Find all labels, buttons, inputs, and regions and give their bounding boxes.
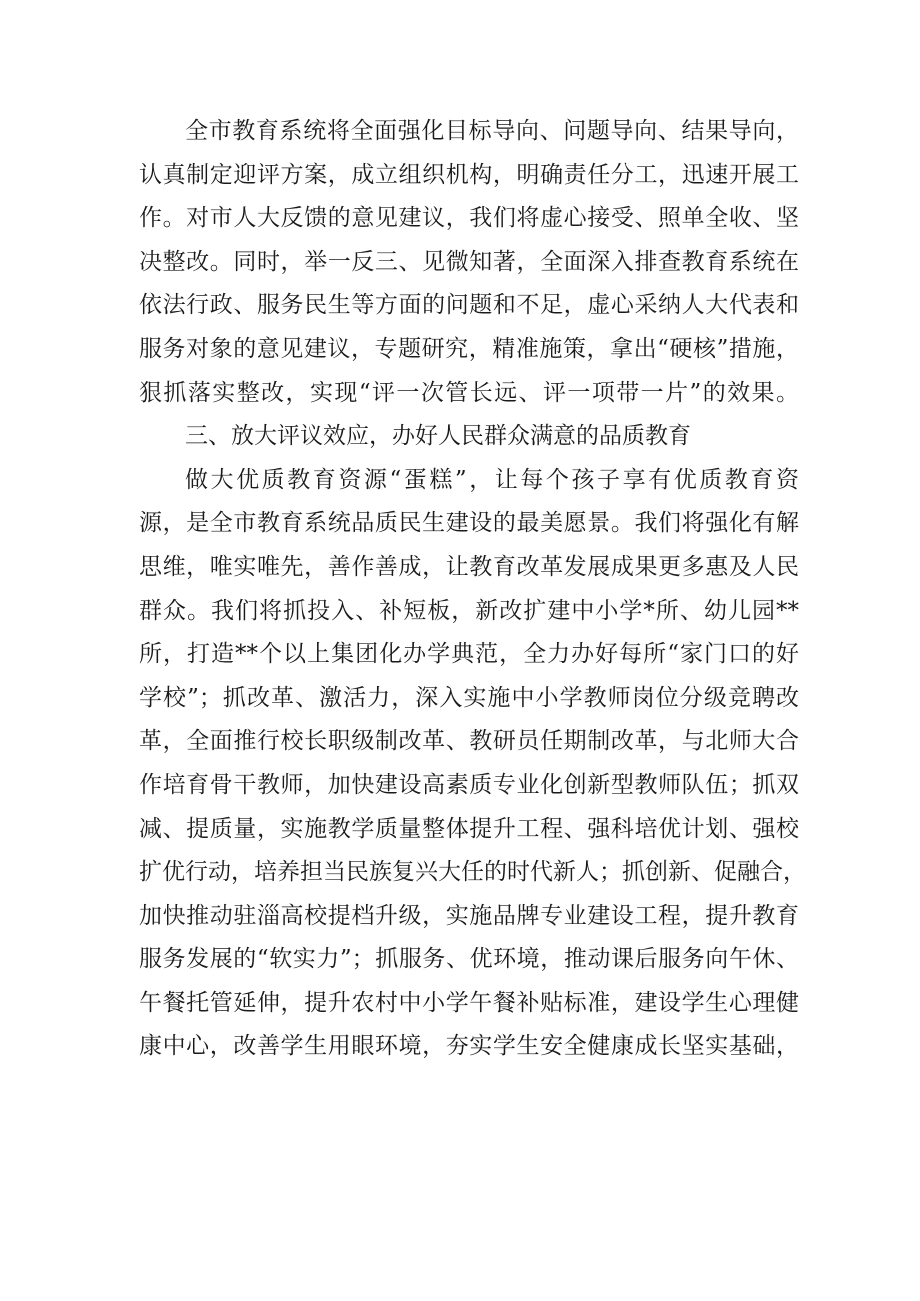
- paragraph-2-line: 源，是全市教育系统品质民生建设的最美愿景。我们将强化有解: [139, 510, 799, 537]
- paragraph-2-line: 学校”；抓改革、激活力，深入实施中小学教师岗位分级竞聘改: [139, 684, 799, 711]
- paragraph-2-line: 作培育骨干教师，加快建设高素质专业化创新型教师队伍；抓双: [139, 771, 799, 798]
- paragraph-1-line: 狠抓落实整改，实现“评一次管长远、评一项带一片”的效果。: [139, 379, 799, 406]
- document-body: [139, 110, 806, 1069]
- paragraph-2-line: 做大优质教育资源“蛋糕”，让每个孩子享有优质教育资: [185, 466, 799, 493]
- paragraph-1-line: 服务对象的意见建议，专题研究，精准施策，拿出“硬核”措施，: [139, 335, 799, 362]
- paragraph-2-line: 扩优行动，培养担当民族复兴大任的时代新人；抓创新、促融合，: [139, 859, 806, 886]
- paragraph-2-line: 群众。我们将抓投入、补短板，新改扩建中小学*所、幼儿园**: [139, 597, 799, 624]
- paragraph-1-line: 作。对市人大反馈的意见建议，我们将虚心接受、照单全收、坚: [139, 205, 799, 232]
- section-heading: 三、放大评议效应，办好人民群众满意的品质教育: [185, 423, 691, 450]
- paragraph-2-line: 午餐托管延伸，提升农村中小学午餐补贴标准，建设学生心理健: [139, 989, 799, 1016]
- paragraph-1-line: 决整改。同时，举一反三、见微知著，全面深入排查教育系统在: [139, 248, 799, 275]
- paragraph-2-line: 革，全面推行校长职级制改革、教研员任期制改革，与北师大合: [139, 728, 799, 755]
- paragraph-2-line: 减、提质量，实施教学质量整体提升工程、强科培优计划、强校: [139, 815, 799, 842]
- paragraph-1-line: 依法行政、服务民生等方面的问题和不足，虚心采纳人大代表和: [139, 292, 799, 319]
- paragraph-2-line: 康中心，改善学生用眼环境，夯实学生安全健康成长坚实基础，: [139, 1033, 799, 1060]
- paragraph-1-line: 全市教育系统将全面强化目标导向、问题导向、结果导向，: [185, 118, 799, 144]
- paragraph-1-line: 认真制定迎评方案，成立组织机构，明确责任分工，迅速开展工: [139, 161, 799, 188]
- paragraph-2-line: 加快推动驻淄高校提档升级，实施品牌专业建设工程，提升教育: [139, 902, 799, 929]
- paragraph-2-line: 服务发展的“软实力”；抓服务、优环境，推动课后服务向午休、: [139, 946, 799, 973]
- paragraph-2-line: 所，打造**个以上集团化办学典范，全力办好每所“家门口的好: [139, 641, 799, 668]
- paragraph-2-line: 思维，唯实唯先，善作善成，让教育改革发展成果更多惠及人民: [139, 553, 799, 580]
